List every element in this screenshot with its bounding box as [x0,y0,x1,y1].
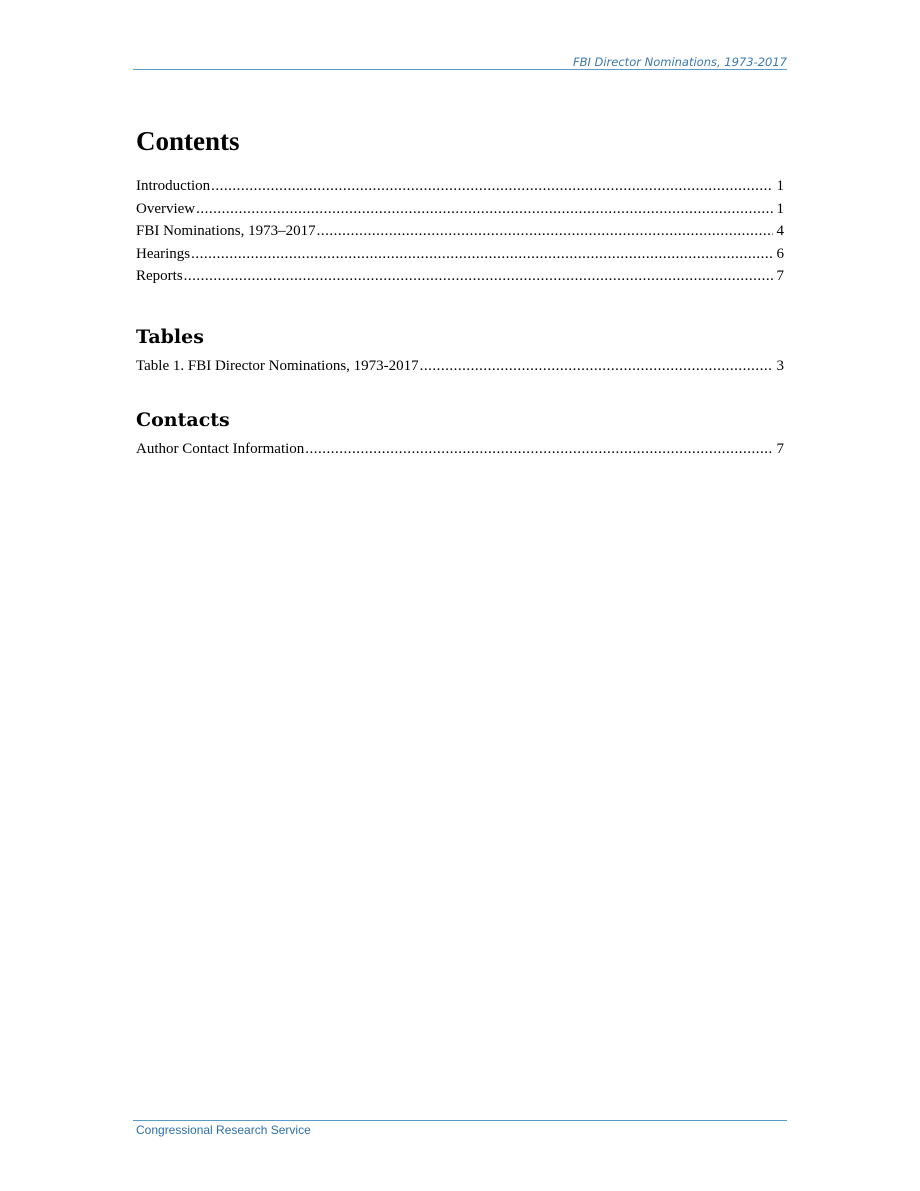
toc-entry-label: Overview [136,200,196,217]
toc-entry-page: 1 [776,200,784,217]
toc-entry-label: Author Contact Information [136,441,305,457]
toc-entry-label: FBI Nominations, 1973–2017 [136,223,316,239]
toc-entry-label: Reports [136,268,183,284]
toc-entry-label: Hearings [136,245,191,262]
toc-entry-table-1[interactable] [136,355,784,378]
toc-entry-hearings[interactable] [136,243,784,266]
toc-entry-page: 1 [776,178,784,194]
running-header: FBI Director Nominations, 1973-2017 [572,55,787,69]
contacts-list [136,438,784,461]
section-spacer [136,377,784,407]
contents-heading: Contents [136,126,240,156]
dot-leader [420,355,773,378]
contents-list [136,175,784,288]
toc-entry-page: 7 [776,441,784,457]
toc-entry-introduction[interactable] [136,175,784,198]
dot-leader [196,198,772,221]
header-rule [133,69,787,70]
footer-rule [133,1120,787,1121]
dot-leader [211,175,772,198]
tables-list [136,355,784,378]
running-footer: Congressional Research Service [136,1123,311,1137]
dot-leader [191,243,772,266]
toc-entry-label: Table 1. FBI Director Nominations, 1973-2017 [136,357,419,374]
contacts-heading: Contacts [136,409,230,431]
toc-entry-overview[interactable] [136,198,784,221]
dot-leader [184,265,773,288]
toc-entry-page: 7 [776,268,784,284]
toc-entry-page: 4 [776,223,784,239]
toc-entry-fbi-nominations[interactable] [136,220,784,243]
toc-entry-reports[interactable] [136,265,784,288]
toc-entry-page: 3 [776,357,784,374]
section-spacer [136,288,784,324]
table-of-contents [136,122,784,461]
dot-leader [317,220,773,243]
toc-entry-label: Introduction [136,178,211,194]
toc-entry-page: 6 [776,245,784,262]
dot-leader [305,438,772,461]
toc-entry-author-contact[interactable] [136,438,784,461]
tables-heading: Tables [136,325,204,348]
